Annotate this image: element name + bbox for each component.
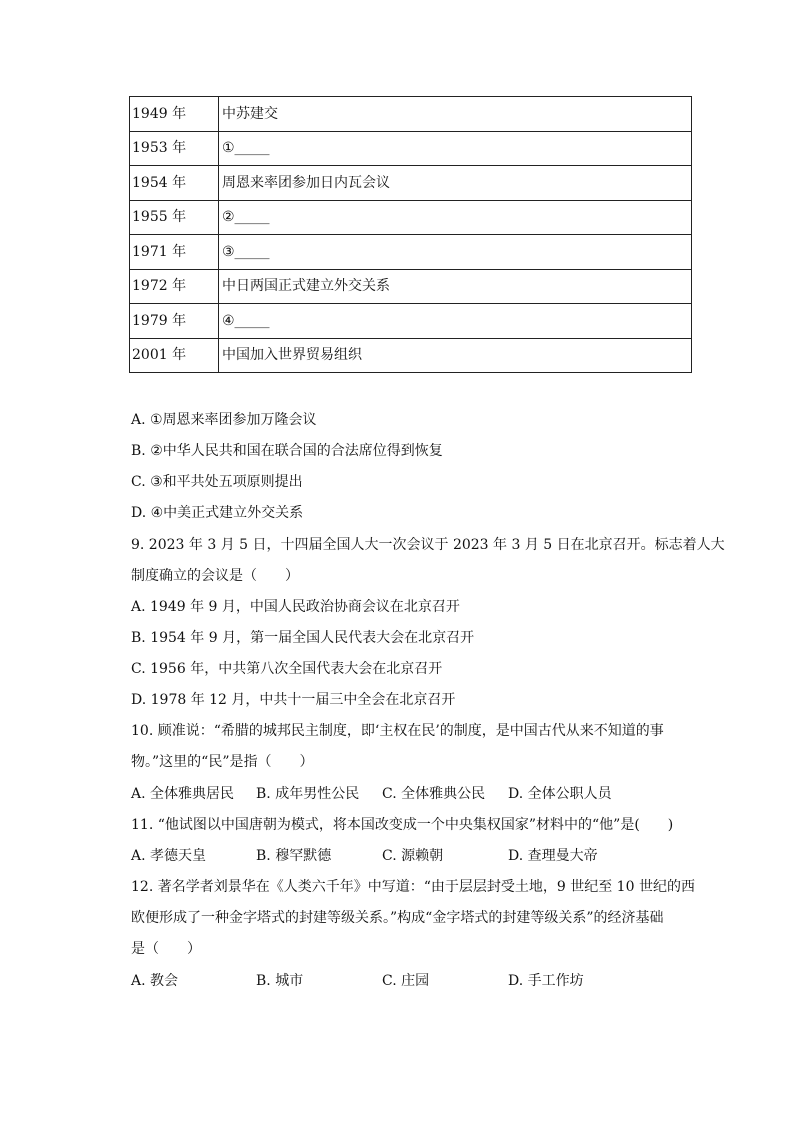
q10-option-b: B. 成年男性公民 <box>256 786 360 802</box>
table-row <box>130 304 692 339</box>
events-table <box>129 96 692 373</box>
q9-option-d: D. 1978 年 12 月，中共十一届三中全会在北京召开 <box>131 692 456 708</box>
q11-option-d: D. 查理曼大帝 <box>508 848 598 864</box>
event-cell: ③_____ <box>219 235 692 270</box>
q9-option-a: A. 1949 年 9 月，中国人民政治协商会议在北京召开 <box>131 599 460 615</box>
event-cell: 周恩来率团参加日内瓦会议 <box>219 166 692 201</box>
event-cell: ④_____ <box>219 304 692 339</box>
year-cell: 1979 年 <box>130 304 219 339</box>
year-cell: 1955 年 <box>130 200 219 235</box>
table-row <box>130 131 692 166</box>
q10-option-c: C. 全体雅典公民 <box>382 786 486 802</box>
year-cell: 1971 年 <box>130 235 219 270</box>
event-cell: 中国加入世界贸易组织 <box>219 338 692 373</box>
q9-option-b: B. 1954 年 9 月，第一届全国人民代表大会在北京召开 <box>131 630 475 646</box>
q9-stem-line1: 9. 2023 年 3 月 5 日，十四届全国人大一次会议于 2023 年 3 月 5 日在北京召开。标志着人大 <box>131 537 725 553</box>
event-cell: 中日两国正式建立外交关系 <box>219 269 692 304</box>
q10-stem-line1: 10. 顾准说：“希腊的城邦民主制度，即‘主权在民’的制度，是中国古代从来不知道的事 <box>131 723 664 739</box>
table-row <box>130 97 692 132</box>
event-cell: ②_____ <box>219 200 692 235</box>
q12-stem-line3: 是（ ） <box>131 941 201 957</box>
event-cell: 中苏建交 <box>219 97 692 132</box>
year-cell: 1953 年 <box>130 131 219 166</box>
q9-stem-line2: 制度确立的会议是（ ） <box>131 568 299 584</box>
table-row <box>130 166 692 201</box>
q12-option-c: C. 庄园 <box>382 973 430 989</box>
table-row <box>130 338 692 373</box>
q12-option-d: D. 手工作坊 <box>508 973 584 989</box>
year-cell: 2001 年 <box>130 338 219 373</box>
year-cell: 1954 年 <box>130 166 219 201</box>
q12-stem-line1: 12. 著名学者刘景华在《人类六千年》中写道：“由于层层封受土地，9 世纪至 10 世纪的西 <box>131 879 695 895</box>
table-row <box>130 235 692 270</box>
q8-option-c: C. ③和平共处五项原则提出 <box>131 474 303 490</box>
event-cell: ①_____ <box>219 131 692 166</box>
q9-option-c: C. 1956 年，中共第八次全国代表大会在北京召开 <box>131 661 443 677</box>
q12-option-a: A. 教会 <box>131 973 179 989</box>
table-row <box>130 269 692 304</box>
q12-option-b: B. 城市 <box>256 973 304 989</box>
q11-stem: 11. “他试图以中国唐朝为模式，将本国改变成一个中央集权国家”材料中的“他”是( ) <box>131 817 674 833</box>
q8-option-b: B. ②中华人民共和国在联合国的合法席位得到恢复 <box>131 443 443 459</box>
q8-option-d: D. ④中美正式建立外交关系 <box>131 505 304 521</box>
q11-option-c: C. 源赖朝 <box>382 848 444 864</box>
q11-option-b: B. 穆罕默德 <box>256 848 332 864</box>
year-cell: 1972 年 <box>130 269 219 304</box>
q10-option-a: A. 全体雅典居民 <box>131 786 235 802</box>
q10-stem-line2: 物。”这里的“民”是指（ ） <box>131 754 314 770</box>
table-row <box>130 200 692 235</box>
q8-option-a: A. ①周恩来率团参加万隆会议 <box>131 412 317 428</box>
q12-stem-line2: 欧便形成了一种金字塔式的封建等级关系。”构成“金字塔式的封建等级关系”的经济基础 <box>131 910 664 926</box>
q10-option-d: D. 全体公职人员 <box>508 786 612 802</box>
q11-option-a: A. 孝德天皇 <box>131 848 207 864</box>
year-cell: 1949 年 <box>130 97 219 132</box>
